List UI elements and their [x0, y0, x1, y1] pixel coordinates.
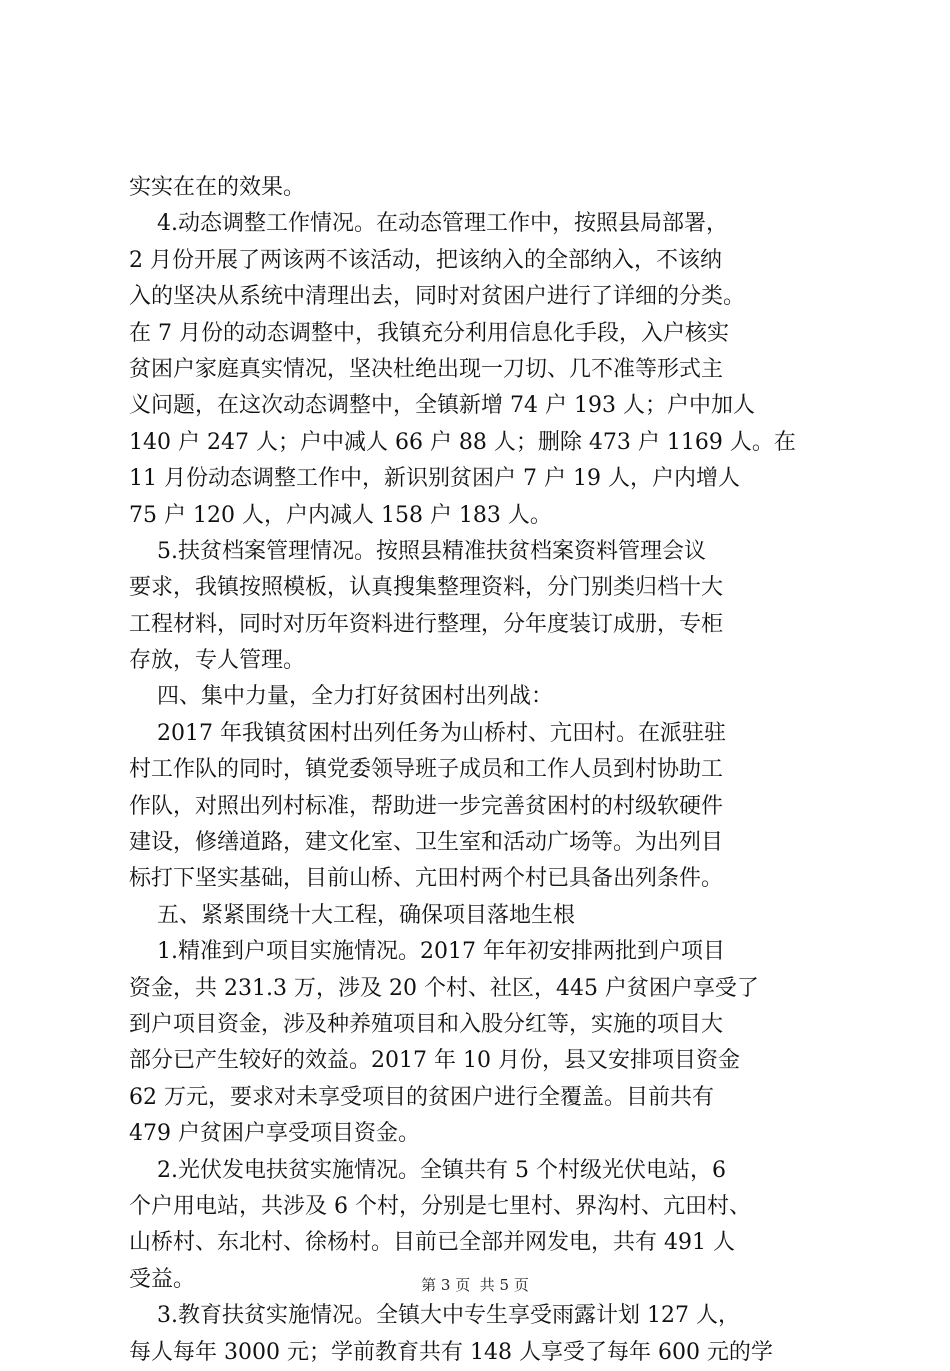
text-line: 每人每年 3000 元；学前教育共有 148 人享受了每年 600 元的学 — [129, 1339, 773, 1365]
text-line: 2017 年我镇贫困村出列任务为山桥村、亢田村。在派驻驻 — [129, 720, 726, 746]
text-line: 义问题，在这次动态调整中，全镇新增 74 户 193 人；户中加人 — [129, 393, 755, 419]
text-line: 2 月份开展了两该两不该活动，把该纳入的全部纳入，不该纳 — [129, 247, 722, 273]
text-line: 479 户贫困户享受项目资金。 — [129, 1121, 420, 1147]
section-heading: 五、紧紧围绕十大工程，确保项目落地生根 — [129, 902, 575, 928]
text-line: 贫困户家庭真实情况，坚决杜绝出现一刀切、几不准等形式主 — [129, 356, 724, 382]
page-number-footer: 第 3 页 共 5 页 — [421, 1276, 529, 1294]
text-line: 1.精准到户项目实施情况。2017 年年初安排两批到户项目 — [129, 939, 725, 965]
text-line: 入的坚决从系统中清理出去，同时对贫困户进行了详细的分类。 — [129, 284, 746, 310]
text-line: 实实在在的效果。 — [129, 175, 306, 200]
text-line: 3.教育扶贫实施情况。全镇大中专生享受雨露计划 127 人， — [129, 1303, 740, 1329]
section-heading: 四、集中力量，全力打好贫困村出列战： — [129, 684, 553, 710]
text-line: 建设，修缮道路，建文化室、卫生室和活动广场等。为出列目 — [129, 830, 724, 856]
text-line: 2.光伏发电扶贫实施情况。全镇共有 5 个村级光伏电站，6 — [129, 1157, 726, 1183]
text-line: 存放，专人管理。 — [129, 648, 306, 674]
document-body — [129, 170, 829, 1371]
text-line: 75 户 120 人，户内减人 158 户 183 人。 — [129, 502, 552, 528]
text-line: 在 7 月份的动态调整中，我镇充分利用信息化手段，入户核实 — [129, 320, 729, 346]
text-line: 作队，对照出列村标准，帮助进一步完善贫困村的村级软硬件 — [129, 793, 724, 819]
text-line: 个户用电站，共涉及 6 个村，分别是七里村、界沟村、亢田村、 — [129, 1193, 751, 1219]
text-line: 标打下坚实基础，目前山桥、亢田村两个村已具备出列条件。 — [129, 866, 724, 892]
text-line: 4.动态调整工作情况。在动态管理工作中，按照县局部署， — [129, 211, 728, 237]
text-line: 到户项目资金，涉及种养殖项目和入股分红等，实施的项目大 — [129, 1011, 724, 1037]
text-line: 受益。 — [129, 1266, 196, 1292]
text-line: 要求，我镇按照模板，认真搜集整理资料，分门别类归档十大 — [129, 575, 724, 601]
text-line: 5.扶贫档案管理情况。按照县精准扶贫档案资料管理会议 — [129, 538, 706, 564]
text-line: 140 户 247 人；户中减人 66 户 88 人；删除 473 户 1169 人。在 — [129, 429, 796, 455]
text-line: 山桥村、东北村、徐杨村。目前已全部并网发电，共有 491 人 — [129, 1230, 735, 1256]
text-line: 62 万元，要求对未享受项目的贫困户进行全覆盖。目前共有 — [129, 1084, 714, 1110]
text-line: 工程材料，同时对历年资料进行整理，分年度装订成册，专柜 — [129, 611, 724, 637]
text-line: 村工作队的同时，镇党委领导班子成员和工作人员到村协助工 — [129, 757, 724, 783]
text-line: 资金，共 231.3 万，涉及 20 个村、社区，445 户贫困户享受了 — [129, 975, 759, 1001]
text-line: 11 月份动态调整工作中，新识别贫困户 7 户 19 人，户内增人 — [129, 466, 740, 492]
text-line: 部分已产生较好的效益。2017 年 10 月份，县又安排项目资金 — [129, 1048, 740, 1074]
